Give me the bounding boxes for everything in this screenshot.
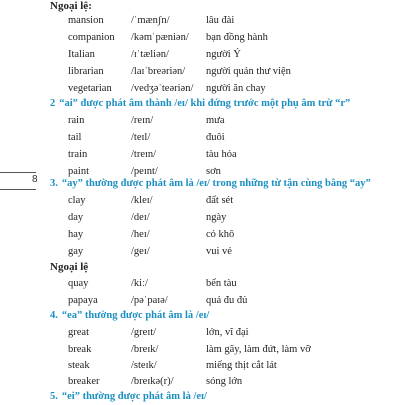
word: papaya	[68, 295, 98, 306]
word: tail	[68, 132, 82, 143]
table-row	[0, 325, 400, 341]
ipa: /peɪnt/	[131, 166, 158, 177]
ipa: /greɪt/	[131, 327, 157, 338]
word: steak	[68, 360, 90, 371]
rule-number: 4.	[50, 310, 58, 321]
rule-heading-5	[50, 389, 207, 405]
meaning: bạn đồng hành	[206, 32, 268, 43]
rule-title: “ai” được phát âm thành /eɪ/ khi đứng trước một phụ âm trừ “r”	[59, 98, 351, 109]
meaning: cỏ khô	[206, 229, 235, 240]
meaning: lâu đài	[206, 15, 235, 26]
exceptions-title: Ngoại lệ	[50, 261, 89, 273]
table-row	[0, 13, 400, 29]
section-title-exceptions-1	[0, 0, 400, 14]
table-row	[0, 244, 400, 260]
word: companion	[68, 32, 115, 43]
word: great	[68, 327, 89, 338]
meaning: người Ý	[206, 49, 241, 60]
word: paint	[68, 166, 89, 177]
meaning: sóng lớn	[206, 376, 243, 387]
meaning: mưa	[206, 115, 225, 126]
word: gay	[68, 246, 84, 257]
ipa: /breɪk/	[131, 344, 159, 355]
meaning: làm gãy, làm đứt, làm vỡ	[206, 344, 311, 355]
table-row	[0, 81, 400, 97]
ipa: /ˈmænʃn/	[131, 15, 170, 26]
section-title-exceptions-2	[0, 259, 400, 275]
table-row	[0, 210, 400, 226]
word: rain	[68, 115, 85, 126]
word: mansion	[68, 15, 104, 26]
word: librarian	[68, 66, 104, 77]
word: breaker	[68, 376, 100, 387]
word: hay	[68, 229, 84, 240]
table-row	[0, 30, 400, 46]
word: Italian	[68, 49, 95, 60]
ipa: /laɪˈbreəriən/	[131, 66, 186, 77]
rule-heading-4	[50, 308, 209, 324]
meaning: sơn	[206, 166, 221, 177]
margin-rule	[0, 172, 36, 173]
table-row	[0, 342, 400, 358]
ipa: /reɪn/	[131, 115, 154, 126]
meaning: bến tàu	[206, 278, 237, 289]
table-row	[0, 374, 400, 390]
ipa: /kəmˈpæniən/	[131, 32, 189, 43]
ipa: /kiː/	[131, 278, 148, 289]
rule-number: 5.	[50, 391, 58, 402]
page-number: 8	[32, 174, 38, 185]
table-row	[0, 358, 400, 374]
ipa: /steɪk/	[131, 360, 157, 371]
rule-number: 3.	[50, 178, 58, 189]
table-row	[0, 193, 400, 209]
rule-title: “ea” thường được phát âm là /eɪ/	[61, 310, 210, 321]
rule-title: “ei” thường được phát âm là /eɪ/	[61, 391, 207, 402]
ipa: /treɪn/	[131, 149, 157, 160]
word: clay	[68, 195, 86, 206]
meaning: ngày	[206, 212, 227, 223]
word: vegetarian	[68, 83, 112, 94]
meaning: đuôi	[206, 132, 225, 143]
meaning: lớn, vĩ đại	[206, 327, 249, 338]
ipa: /teɪl/	[131, 132, 151, 143]
ipa: /deɪ/	[131, 212, 150, 223]
table-row	[0, 227, 400, 243]
table-row	[0, 64, 400, 80]
word: break	[68, 344, 92, 355]
meaning: người ăn chay	[206, 83, 266, 94]
ipa: /ɪˈtæliən/	[131, 49, 169, 60]
table-row	[0, 130, 400, 146]
meaning: vui vẻ	[206, 246, 232, 257]
rule-title: “ay” thường được phát âm là /eɪ/ trong những từ tận cùng bằng “ay”	[61, 178, 371, 189]
meaning: người quản thư viện	[206, 66, 291, 77]
ipa: /geɪ/	[131, 246, 150, 257]
table-row	[0, 147, 400, 163]
margin-rule	[0, 189, 36, 190]
meaning: đất sét	[206, 195, 234, 206]
meaning: miếng thịt cắt lát	[206, 360, 277, 371]
word: train	[68, 149, 88, 160]
ipa: /pəˈpaɪə/	[131, 295, 168, 306]
exceptions-title: Ngoại lệ:	[50, 0, 92, 12]
rule-heading-3	[50, 176, 371, 192]
meaning: quả đu đủ	[206, 295, 248, 306]
table-row	[0, 293, 400, 309]
meaning: tàu hỏa	[206, 149, 237, 160]
table-row	[0, 47, 400, 63]
ipa: /vedʒəˈteəriən/	[131, 83, 194, 94]
word: day	[68, 212, 84, 223]
table-row	[0, 276, 400, 292]
ipa: /kleɪ/	[131, 195, 153, 206]
ipa: /breɪkə(r)/	[131, 376, 174, 387]
ipa: /heɪ/	[131, 229, 150, 240]
rule-heading-2	[50, 96, 350, 112]
table-row	[0, 113, 400, 129]
rule-number: 2	[50, 98, 56, 109]
word: quay	[68, 278, 89, 289]
